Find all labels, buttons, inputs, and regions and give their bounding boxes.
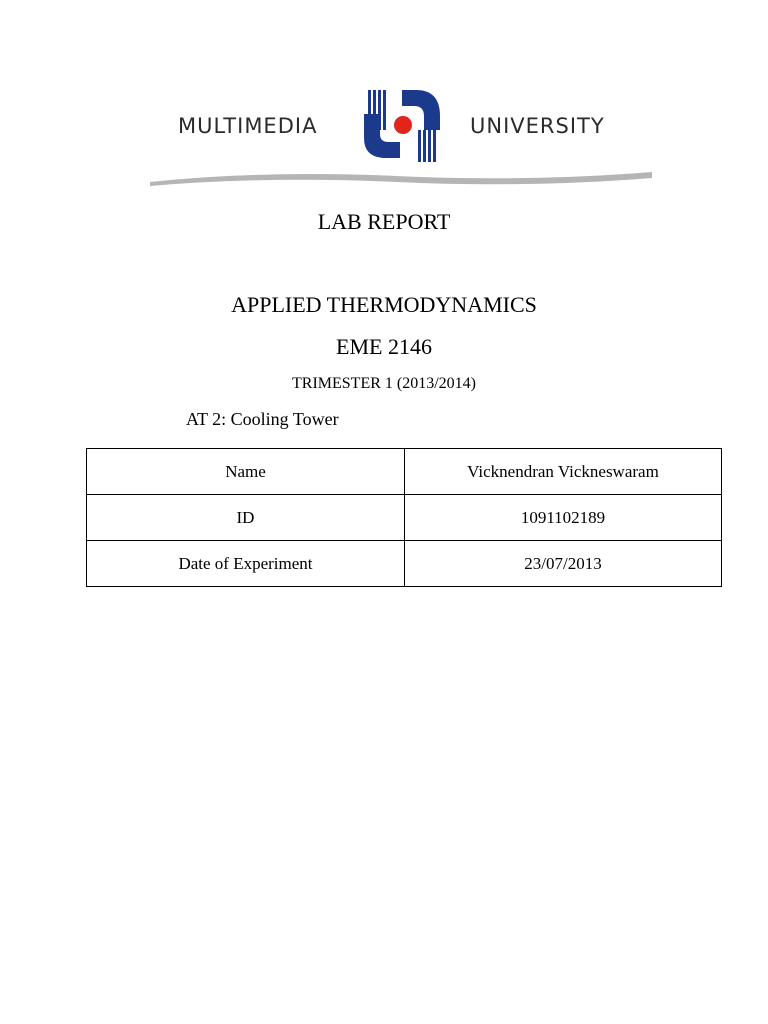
- logo-word-left: MULTIMEDIA: [178, 114, 318, 138]
- logo-swoosh-icon: [146, 166, 656, 188]
- table-cell-value: 23/07/2013: [405, 541, 722, 587]
- experiment-title: AT 2: Cooling Tower: [186, 409, 339, 429]
- table-row: [87, 495, 722, 541]
- table-row: [87, 541, 722, 587]
- student-info-table: [86, 448, 722, 587]
- course-name: APPLIED THERMODYNAMICS: [231, 292, 537, 317]
- table-cell-value: 1091102189: [405, 495, 722, 541]
- university-logo: [128, 80, 662, 198]
- table-cell-label: ID: [87, 495, 405, 541]
- report-type-heading: LAB REPORT: [317, 209, 451, 234]
- trimester-label: TRIMESTER 1 (2013/2014): [292, 375, 476, 392]
- logo-word-right: UNIVERSITY: [470, 114, 605, 138]
- table-row: [87, 449, 722, 495]
- table-cell-label: Name: [87, 449, 405, 495]
- table-cell-value: Vicknendran Vickneswaram: [405, 449, 722, 495]
- course-code: EME 2146: [336, 334, 432, 359]
- university-emblem-icon: [360, 88, 446, 164]
- table-cell-label: Date of Experiment: [87, 541, 405, 587]
